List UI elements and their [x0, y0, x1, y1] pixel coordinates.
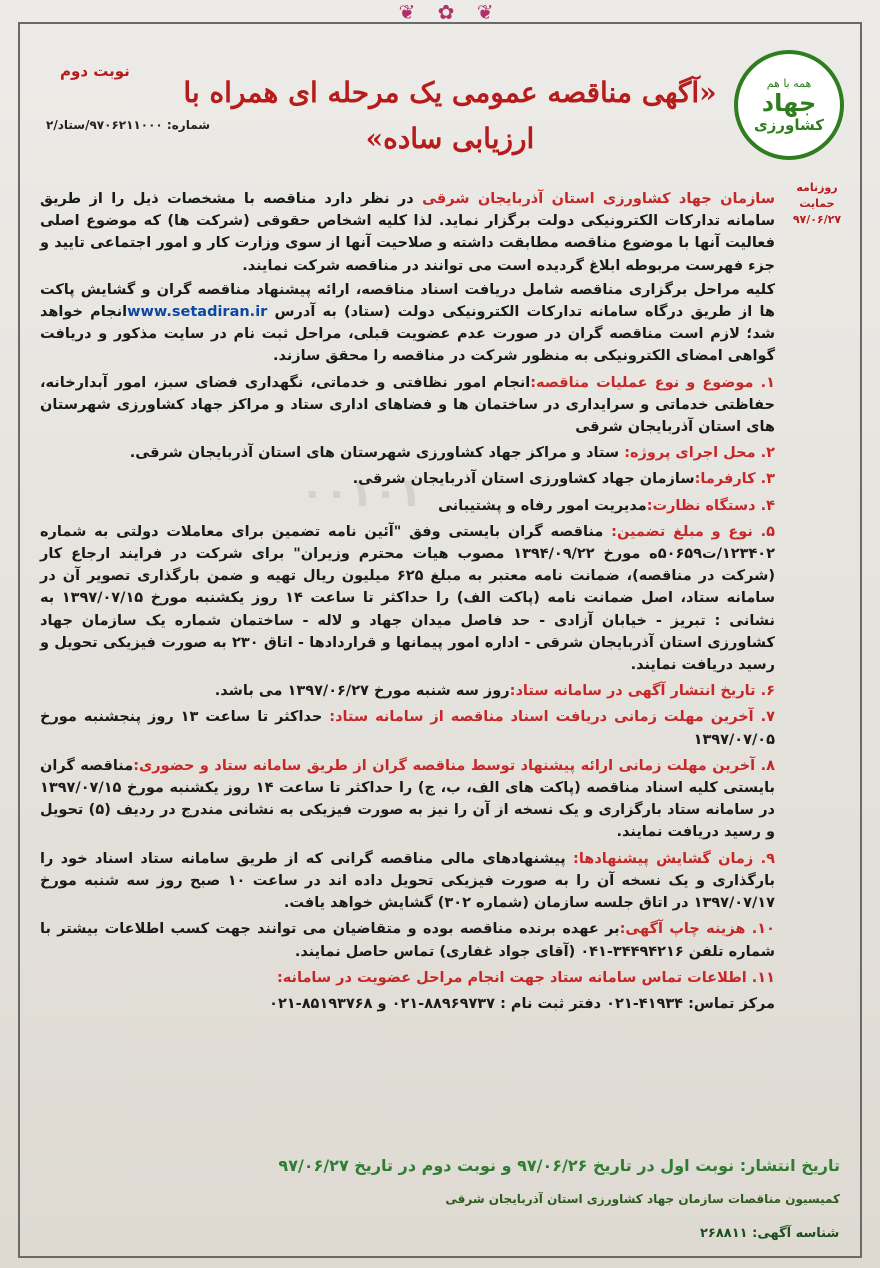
newspaper-name: روزنامه حمایت — [796, 181, 838, 210]
contact-line: مرکز تماس: ۴۱۹۳۴-۰۲۱ دفتر ثبت نام : ۸۸۹۶۹۷۳۷-۰۲۱ و ۸۵۱۹۳۷۶۸-۰۲۱ — [269, 995, 775, 1012]
intro-p2-text-b: انجام خواهد شد؛ لازم است مناقصه گران در صورت عدم عضویت قبلی، مراحل ثبت نام در سایت مذکور و دریافت گواهی امضای الکترونیکی به منظور شرکت در مناقصه را محقق سازند. — [40, 304, 775, 365]
list-item: ۱۰. هزینه چاپ آگهی:بر عهده برنده مناقصه بوده و متقاضیان می توانند جهت کسب اطلاعات بیشتر با شماره تلفن ۳۴۴۹۴۲۱۶-۰۴۱ (آقای جواد غفاری) تماس حاصل نمایند. — [40, 921, 775, 960]
publication-date: تاریخ انتشار: نوبت اول در تاریخ ۹۷/۰۶/۲۶ و نوبت دوم در تاریخ ۹۷/۰۶/۲۷ — [278, 1156, 840, 1175]
list-item: ۳. کارفرما:سازمان جهاد کشاورزی استان آذربایجان شرقی. — [352, 471, 775, 488]
list-item: ۵. نوع و مبلغ تضمین: مناقصه گران بایستی وفق "آئین نامه تضمین برای معاملات دولتی به شماره ۱۲۳۴۰۲/ت۵۰۶۵۹ه مورخ ۱۳۹۴/۰۹/۲۲ مصوب هیات محترم وزیران" برای شرکت در فرایند ارجاع کار (شرکت در مناقصه)، ضمانت نامه معتبر به مبلغ ۶۲۵ میلیون ریال تهیه و ضمن بارگذاری تصویر آن در سامانه ستاد، اصل ضمانت نامه (پاکت الف) را حداکثر تا ساعت ۱۴ روز یکشنبه مورخ ۱۳۹۷/۰۷/۱۵ به نشانی : تبریز - خیابان آزادی - حد فاصل میدان جهاد و لاله - ساختمان شماره یک سازمان جهاد کشاورزی استان آذربایجان شرقی - اداره امور پیمانها و قراردادها - اتاق ۲۳۰ به صورت فیزیکی تحویل و رسید دریافت نمایند. — [40, 523, 775, 674]
list-item: ۱۱. اطلاعات تماس سامانه ستاد جهت انجام مراحل عضویت در سامانه: — [276, 969, 775, 986]
commission-signature: کمیسیون مناقصات سازمان جهاد کشاورزی استان آذربایجان شرقی — [445, 1192, 840, 1206]
jihad-agriculture-logo — [734, 50, 844, 160]
list-item: ۸. آخرین مهلت زمانی ارائه پیشنهاد توسط مناقصه گران از طریق سامانه ستاد و حضوری:مناقصه گران بایستی کلیه اسناد مناقصه (پاکت های الف، ب، ج) را حداکثر تا ساعت ۱۴ روز یکشنبه مورخ ۱۳۹۷/۰۷/۱۵ در سامانه ستاد بارگزاری و یک نسخه از آن را نیز به صورت فیزیکی به نشانی مندرج در ردیف (۵) تحویل و رسید دریافت نمایند. — [40, 757, 775, 841]
intro-paragraph-1 — [40, 188, 775, 277]
list-item: ۷. آخرین مهلت زمانی دریافت اسناد مناقصه از سامانه ستاد: حداکثر تا ساعت ۱۳ روز پنجشنبه مورخ ۱۳۹۷/۰۷/۰۵ — [40, 709, 775, 748]
organization-name: سازمان جهاد کشاورزی استان آذربایجان شرقی — [422, 191, 775, 207]
reference-number: شماره: ۹۷۰۶۲۱۱۰۰۰/ستاد/۲ — [46, 118, 211, 132]
logo-line2: جهاد — [761, 88, 817, 117]
website-link[interactable]: www.setadiran.ir — [127, 304, 268, 321]
logo-line1: همه با هم — [766, 76, 812, 90]
list-item: ۱. موضوع و نوع عملیات مناقصه:انجام امور نظافتی و خدماتی، نگهداری فضای سبز، امور آبدارخانه، حفاظتی خدماتی و سرایداری در ساختمان ها و فضاهای اداری ستاد و مراکز جهاد کشاورزی شهرستان های استان آذربایجان شرقی — [40, 374, 775, 436]
items-list — [40, 372, 775, 1015]
list-item: ۹. زمان گشایش پیشنهادها: پیشنهادهای مالی مناقصه گرانی که از طریق سامانه ستاد اسناد خود را بارگذاری و یک نسخه آن را به صورت فیزیکی تحویل داده اند در ساعت ۱۰ صبح روز سه شنبه مورخ ۱۳۹۷/۰۷/۱۷ در اتاق جلسه سازمان (شماره ۳۰۲) گشایش خواهد یافت. — [40, 850, 775, 912]
intro-p2-text-a: کلیه مراحل برگزاری مناقصه شامل دریافت اسناد مناقصه، ارائه پیشنهاد مناقصه گران و گشایش پاکت ها از طریق درگاه سامانه تدارکات الکترونیکی دولت (ستاد) به آدرس — [40, 281, 775, 321]
ad-id: شناسه آگهی: ۲۶۸۸۱۱ — [700, 1226, 840, 1241]
ad-title: «آگهی مناقصه عمومی یک مرحله ای همراه با ارزیابی ساده» — [183, 76, 717, 155]
top-ornament-icon: ❦ ✿ ❦ — [398, 0, 502, 24]
watermark: ۰۰۱۰۱ — [300, 470, 423, 516]
turn-label: نوبت دوم — [60, 62, 130, 80]
intro-p1-text: در نظر دارد مناقصه با مشخصات ذیل را از طریق سامانه تدارکات الکترونیکی دولت برگزار نماید. لذا کلیه اشخاص حقوقی (شرکت ها) که موضوع اصلی فعالیت آنها با موضوع مناقصه مطابقت داشته و صلاحیت آنها از سوی وزارت کار و امور اجتماعی تایید و جزء فهرست مربوطه ابلاغ گردیده است می توانند در مناقصه شرکت نمایند. — [40, 191, 775, 274]
list-item: ۲. محل اجرای پروژه: ستاد و مراکز جهاد کشاورزی شهرستان های استان آذربایجان شرقی. — [129, 445, 775, 462]
list-item: ۶. تاریخ انتشار آگهی در سامانه ستاد:روز سه شنبه مورخ ۱۳۹۷/۰۶/۲۷ می باشد. — [214, 683, 775, 700]
newspaper-info — [782, 180, 852, 228]
newspaper-date: ۹۷/۰۶/۲۷ — [792, 213, 842, 226]
logo-line3: کشاورزی — [754, 115, 824, 134]
intro-paragraph-2 — [40, 279, 775, 368]
ad-body — [40, 188, 775, 1019]
list-item: ۴. دستگاه نظارت:مدیریت امور رفاه و پشتیبانی — [438, 497, 775, 514]
